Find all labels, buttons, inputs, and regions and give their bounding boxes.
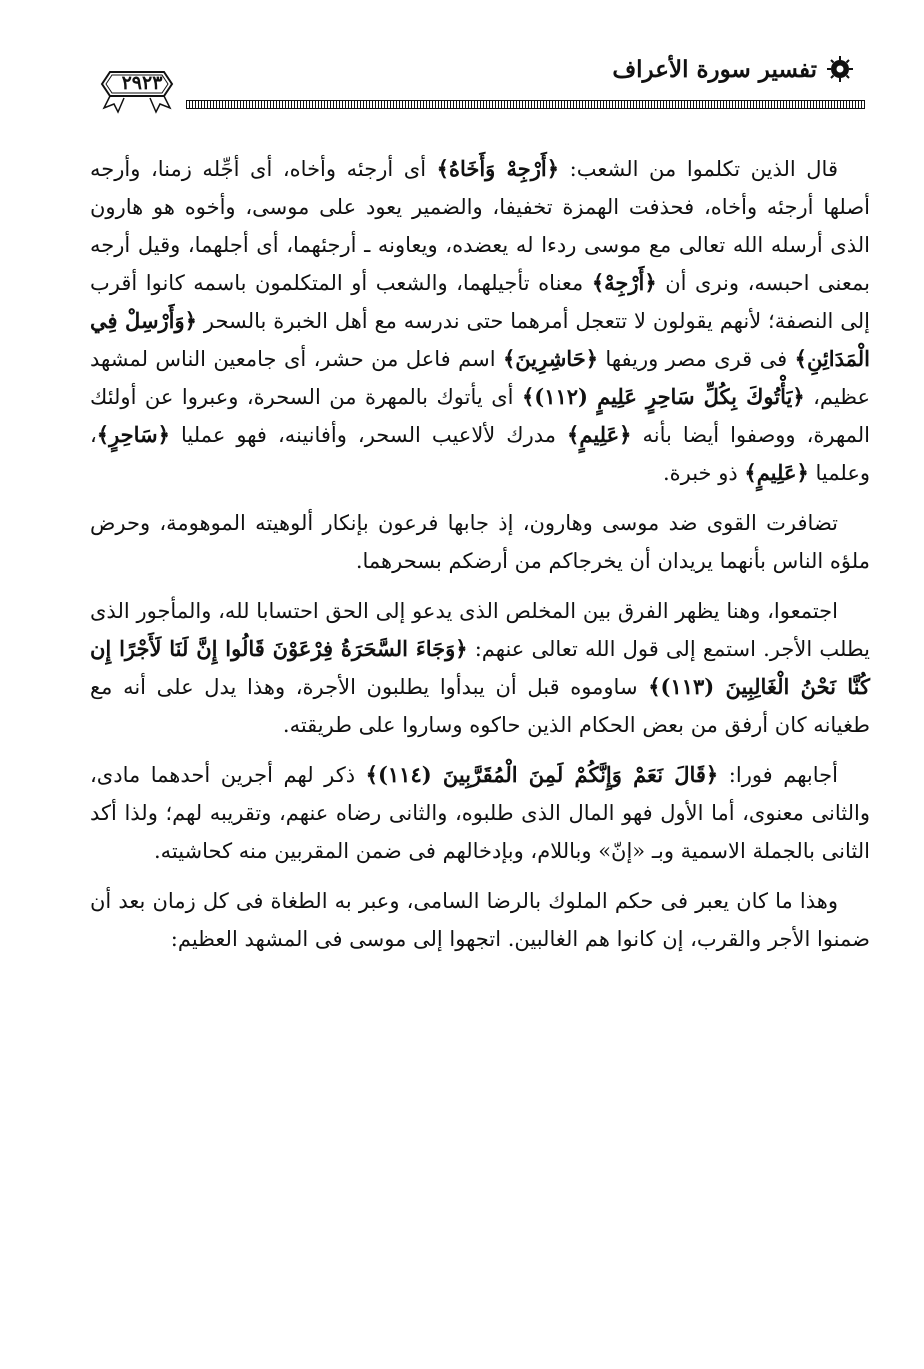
- quran-verse: أَرْجِهْ وَأَخَاهُ: [448, 156, 547, 181]
- quran-bracket-open: ﴿: [455, 636, 468, 661]
- text-run: اسم فاعل من حشر، أى جامعين الناس لمشهد عظيم،: [90, 347, 870, 409]
- text-run: أى أرجئه وأخاه، أى أجِّله زمنا، وأرجه أصلها أرجئه وأخاه، فحذفت الهمزة تخفيفا، والضمير يعود على موسى، وأخوه هو هارون الذى أرسله الله تعالى مع موسى ردءا له يعضده، ويعاونه ـ أرجئهما، أى أجلهما، وقيل أرجه بمعنى احبسه، ونرى أن: [90, 157, 870, 295]
- quran-bracket-open: ﴿: [585, 346, 598, 371]
- quran-bracket-close: ﴾: [591, 270, 605, 295]
- quran-bracket-close: ﴾: [365, 762, 378, 787]
- text-run: قال الذين تكلموا من الشعب:: [559, 157, 838, 181]
- quran-verse: سَاحِرٍ: [109, 422, 158, 447]
- quran-bracket-open: ﴿: [184, 308, 197, 333]
- paragraph: [90, 756, 870, 870]
- text-run: ذكر لهم أجرين أحدهما مادى، والثانى معنوى، أما الأول فهو المال الذى طلبوه، والثانى رضاه عنهم، وتقريبه لهم؛ ولذا أكد الثانى بالجملة الاسمية وبـ «إنّ» وباللام، وبإدخالهم فى ضمن المقربين منه كحاشيته.: [90, 763, 870, 863]
- header-rule: [186, 100, 865, 109]
- quran-bracket-close: ﴾: [502, 346, 516, 371]
- quran-verse: قَالَ نَعَمْ وَإِنَّكُمْ لَمِنَ الْمُقَرَّبِينَ (١١٤): [377, 762, 706, 787]
- quran-bracket-open: ﴿: [546, 156, 560, 181]
- quran-bracket-close: ﴾: [794, 346, 807, 371]
- running-title: تفسير سورة الأعراف: [612, 56, 817, 83]
- text-run: أى يأتوك بالمهرة من السحرة، وعبروا عن أولئك المهرة، ووصفوا أيضا بأنه: [90, 385, 870, 447]
- text-run: تضافرت القوى ضد موسى وهارون، إذ جابها فرعون بإنكار ألوهيته الموهومة، وحرض ملؤه الناس بأنهما يريدان أن يخرجاكم من أرضكم بسحرهما.: [90, 511, 870, 573]
- quran-bracket-close: ﴾: [744, 460, 757, 485]
- text-run: فى قرى مصر وريفها: [598, 347, 795, 371]
- text-run: ساوموه قبل أن يبدأوا يطلبون الأجرة، وهذا يدل على أنه مع طغيانه كان أرفق من بعض الحكام الذين حاكوه وساروا على طريقته.: [90, 675, 870, 737]
- page-number-badge: [94, 68, 180, 118]
- ornament-icon: [825, 54, 855, 84]
- quran-bracket-close: ﴾: [567, 422, 580, 447]
- quran-bracket-close: ﴾: [436, 156, 449, 181]
- quran-bracket-open: ﴿: [157, 422, 170, 447]
- quran-verse: وَجَاءَ السَّحَرَةُ فِرْعَوْنَ قَالُوا إِنَّ لَنَا لَأَجْرًا إِن كُنَّا نَحْنُ الْغَالِبِينَ (١١٣): [90, 636, 870, 699]
- quran-verse: عَلِيمٍ: [756, 460, 797, 485]
- paragraph: [90, 882, 870, 958]
- paragraph: [90, 150, 870, 492]
- quran-bracket-open: ﴿: [644, 270, 657, 295]
- text-run: وهذا ما كان يعبر فى حكم الملوك بالرضا السامى، وعبر به الطغاة فى كل زمان بعد أن ضمنوا الأجر والقرب، إن كانوا هم الغالبين. اتجهوا إلى موسى فى المشهد العظيم:: [90, 889, 870, 951]
- quran-verse: وَأَرْسِلْ فِي الْمَدَائِنِ: [90, 308, 870, 371]
- paragraph: [90, 592, 870, 744]
- quran-verse: عَلِيمٍ: [579, 422, 620, 447]
- page-header: [90, 50, 865, 120]
- quran-bracket-open: ﴿: [705, 762, 719, 787]
- quran-bracket-close: ﴾: [96, 422, 110, 447]
- page-number: ٢٩٢٣: [121, 72, 163, 94]
- quran-bracket-close: ﴾: [521, 384, 535, 409]
- quran-verse: أَرْجِهْ: [604, 270, 645, 295]
- quran-bracket-open: ﴿: [619, 422, 632, 447]
- quran-verse: يَأْتُوكَ بِكُلِّ سَاحِرٍ عَلِيمٍ (١١٢): [534, 384, 793, 409]
- text-run: ذو خبرة.: [662, 461, 745, 485]
- text-run: معناه تأجيلهما، والشعب أو المتكلمون باسمه كانوا أقرب إلى النصفة؛ لأنهم يقولون لا تتعجل أمرهما حتى ندرسه مع أهل الخبرة بالسحر: [90, 271, 870, 333]
- text-run: اجتمعوا، وهنا يظهر الفرق بين المخلص الذى يدعو إلى الحق احتسابا لله، والمأجور الذى يطلب الأجر. استمع إلى قول الله تعالى عنهم:: [90, 599, 871, 661]
- quran-bracket-close: ﴾: [648, 674, 661, 699]
- body-text: [90, 150, 870, 970]
- quran-bracket-open: ﴿: [796, 460, 809, 485]
- text-run: مدرك لألاعيب السحر، وأفانينه، فهو عمليا: [169, 423, 568, 447]
- paragraph: [90, 504, 870, 580]
- quran-verse: حَاشِرِينَ: [515, 346, 586, 371]
- quran-bracket-open: ﴿: [792, 384, 805, 409]
- text-run: أجابهم فورا:: [718, 763, 838, 787]
- text-run: ، وعلميا: [90, 423, 870, 485]
